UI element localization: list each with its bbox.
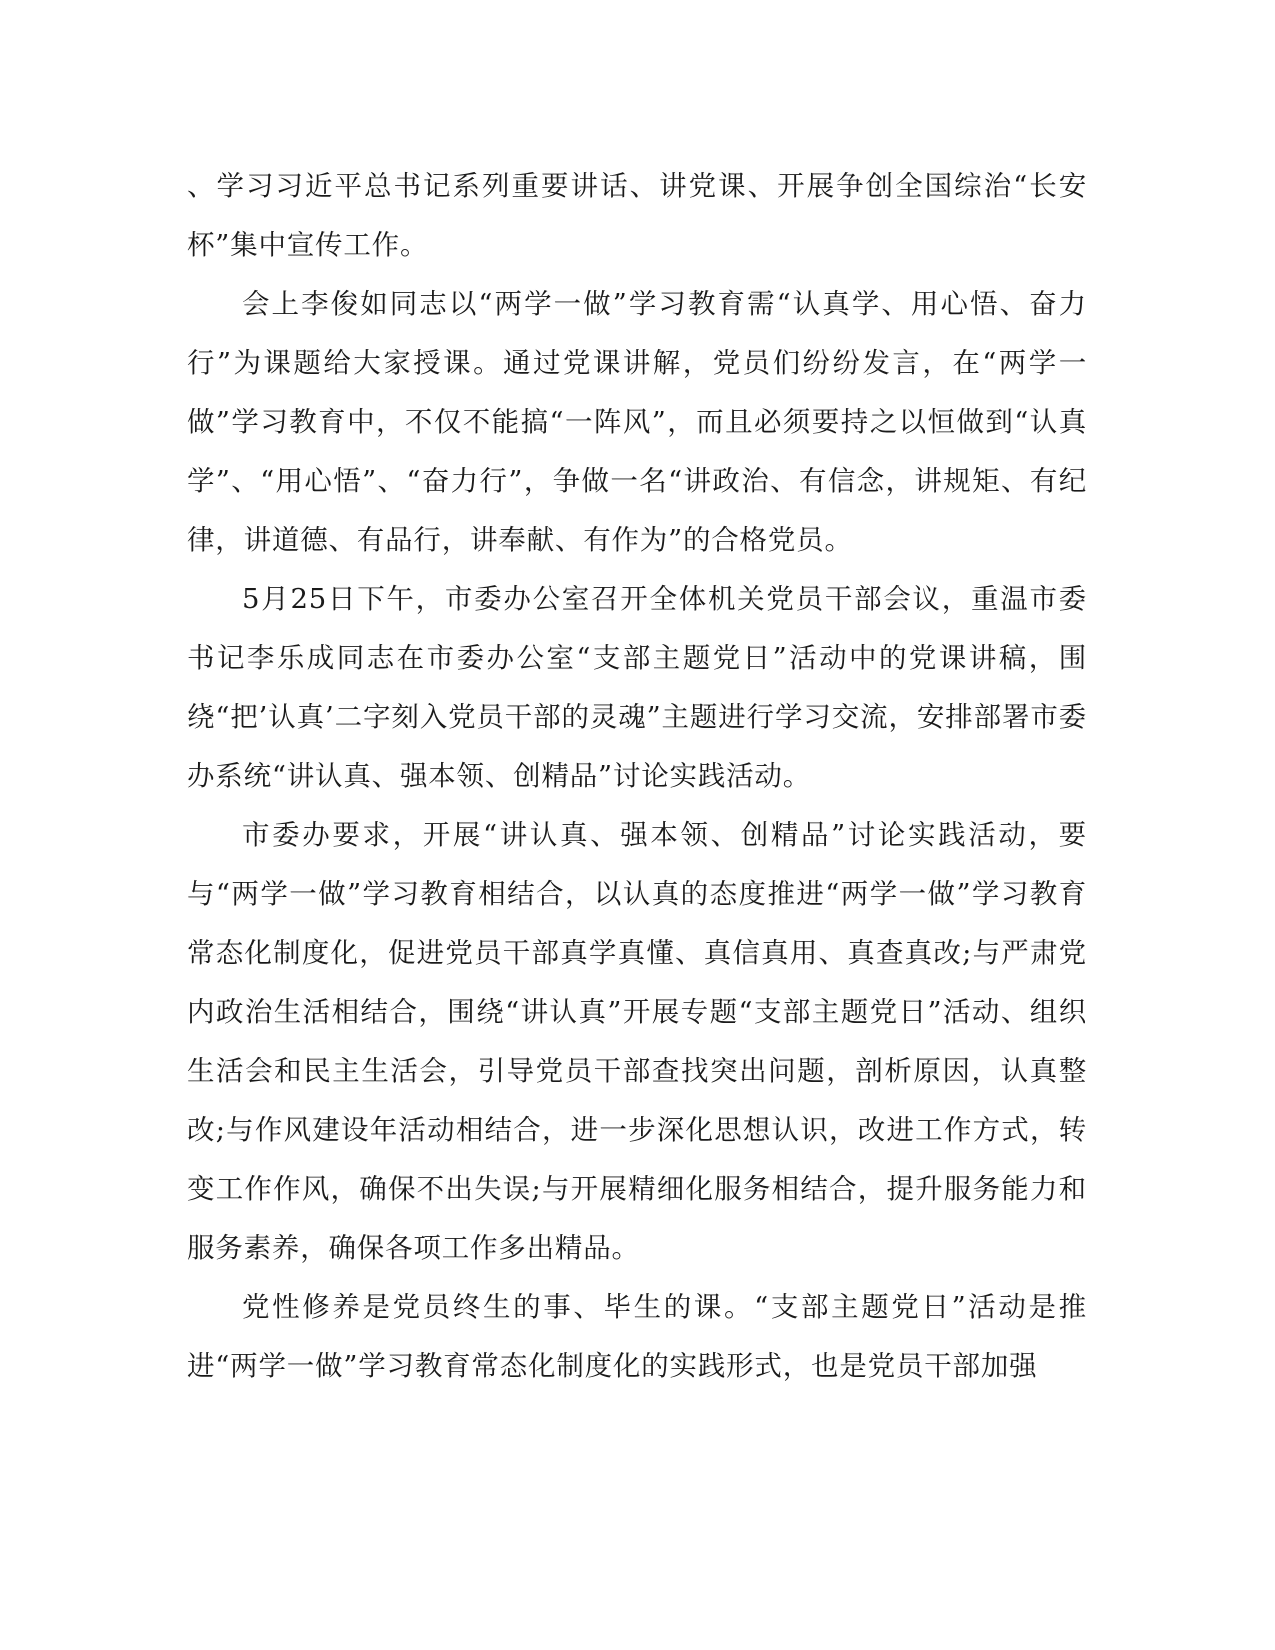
paragraph-party-spirit: 党性修养是党员终生的事、毕生的课。“支部主题党日”活动是推进“两学一做”学习教育常态化制度化的实践形式，也是党员干部加强	[187, 1291, 1087, 1382]
paragraph-requirements: 市委办要求，开展“讲认真、强本领、创精品”讨论实践活动，要与“两学一做”学习教育相结合，以认真的态度推进“两学一做”学习教育常态化制度化，促进党员干部真学真懂、真信真用、真查真改;与严肃党内政治生活相结合，围绕“讲认真”开展专题“支部主题党日”活动、组织生活会和民主生活会，引导党员干部查找突出问题，剖析原因，认真整改;与作风建设年活动相结合，进一步深化思想认识，改进工作方式，转变工作作风，确保不出失误;与开展精细化服务相结合，提升服务能力和服务素养，确保各项工作多出精品。	[187, 819, 1087, 1264]
paragraph-continued: 、学习习近平总书记系列重要讲话、讲党课、开展争创全国综治“长安杯”集中宣传工作。	[187, 170, 1087, 261]
document-body	[187, 157, 1087, 1396]
paragraph-lecture: 会上李俊如同志以“两学一做”学习教育需“认真学、用心悟、奋力行”为课题给大家授课。通过党课讲解，党员们纷纷发言，在“两学一做”学习教育中，不仅不能搞“一阵风”，而且必须要持之以恒做到“认真学”、“用心悟”、“奋力行”，争做一名“讲政治、有信念，讲规矩、有纪律，讲道德、有品行，讲奉献、有作为”的合格党员。	[187, 288, 1087, 556]
paragraph-meeting: 5月25日下午，市委办公室召开全体机关党员干部会议，重温市委书记李乐成同志在市委办公室“支部主题党日”活动中的党课讲稿，围绕“把’认真’二字刻入党员干部的灵魂”主题进行学习交流，安排部署市委办系统“讲认真、强本领、创精品”讨论实践活动。	[187, 583, 1087, 792]
